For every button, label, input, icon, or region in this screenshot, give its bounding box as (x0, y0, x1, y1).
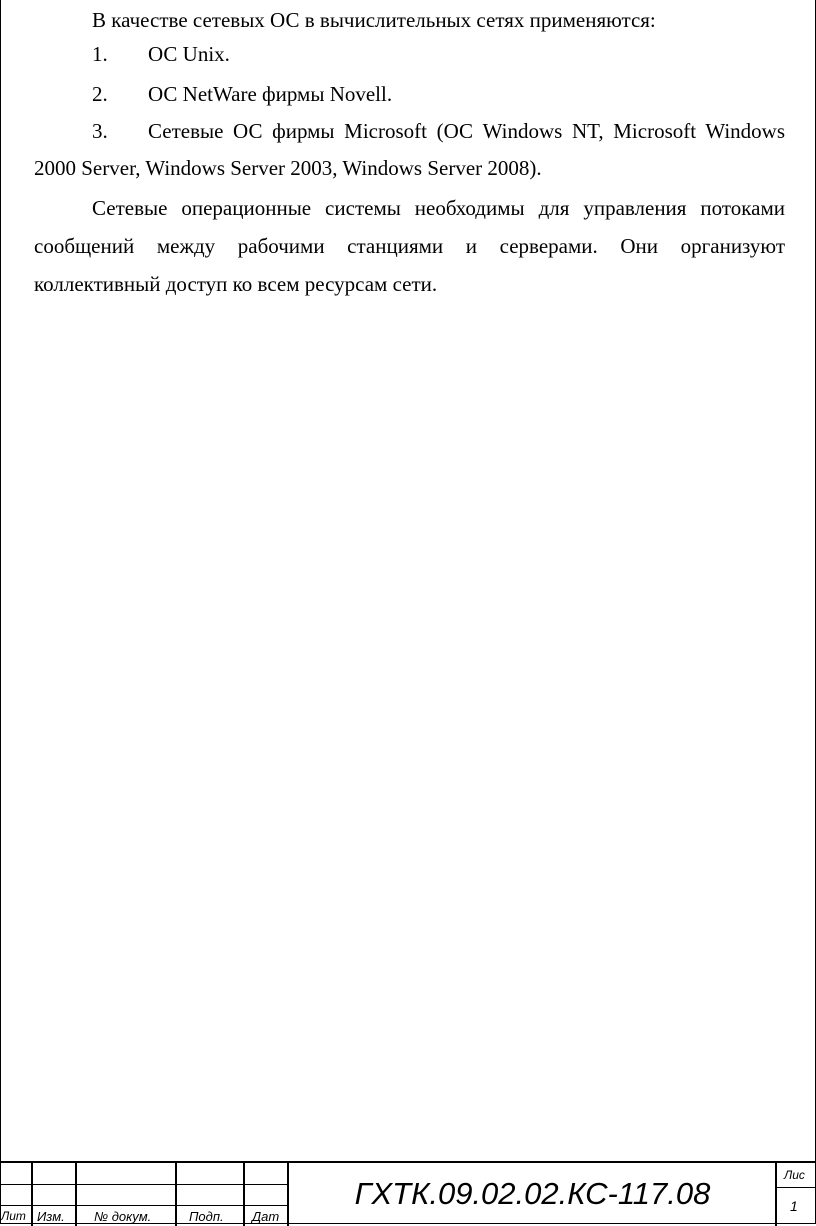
list-item-2: ОС NetWare фирмы Novell. (148, 82, 393, 106)
title-block-col-divider-5 (287, 1163, 289, 1226)
list-item-1: ОС Unix. (148, 42, 230, 66)
title-block-col-divider-1 (31, 1163, 33, 1226)
document-code: ГХТК.09.02.02.КС-117.08 (354, 1176, 711, 1211)
paragraph-line-1: Сетевые операционные системы необходимы для управления потоками (92, 196, 785, 220)
title-block-col-divider-6 (775, 1163, 777, 1226)
column-label-doc-number: № докум. (94, 1209, 152, 1224)
paragraph-line-3: коллективный доступ ко всем ресурсам сети. (34, 272, 438, 296)
title-block-col-divider-3 (175, 1163, 177, 1226)
list-number-3: 3. (92, 119, 108, 143)
title-block-sheet-divider (775, 1187, 816, 1188)
column-label-izm: Изм. (37, 1209, 65, 1224)
intro-line: В качестве сетевых ОС в вычислительных сетях применяются: (92, 8, 656, 32)
column-label-date: Дат (252, 1209, 280, 1224)
title-block-col-divider-4 (243, 1163, 245, 1226)
title-block-col-divider-2 (75, 1163, 77, 1226)
list-item-3: Сетевые ОС фирмы Microsoft (ОС Windows NT, Microsoft Windows (148, 119, 785, 143)
column-label-lit: Лит (1, 1209, 26, 1223)
list-item-3-continuation: 2000 Server, Windows Server 2003, Windows Server 2008). (34, 156, 542, 180)
column-label-signature: Подп. (189, 1209, 224, 1224)
paragraph-line-2: сообщений между рабочими станциями и серверами. Они организуют (34, 234, 785, 258)
list-number-2: 2. (92, 82, 108, 106)
title-block (0, 1161, 816, 1224)
list-number-1: 1. (92, 42, 108, 66)
sheet-label: Лис (784, 1168, 805, 1182)
sheet-number: 1 (790, 1198, 798, 1214)
